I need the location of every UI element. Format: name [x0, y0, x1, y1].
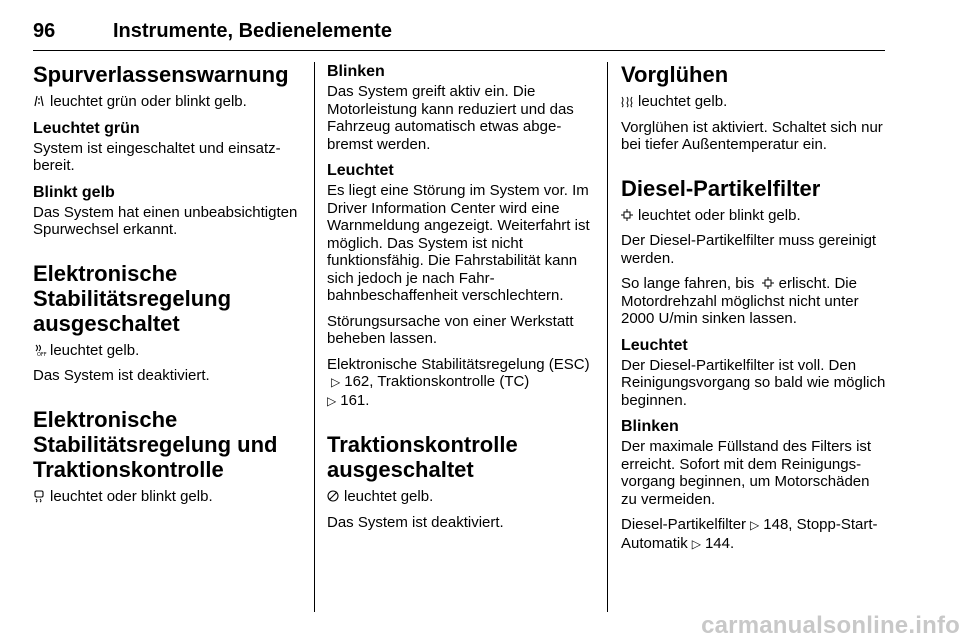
dpf-drive-text-b: erlischt. Die Motordrehzahl möglichst nicht unter 2000 U/min sinken lassen.	[621, 275, 859, 327]
diesel-particulate-filter-icon	[762, 277, 774, 289]
glow-indicator-text: leuchtet gelb.	[638, 93, 728, 110]
tc-off-indicator-line	[327, 488, 593, 506]
tc-off-icon	[327, 490, 339, 502]
heading-lit: Leuchtet	[327, 162, 394, 179]
heading-dpf-lit: Leuchtet	[621, 336, 688, 354]
esc-tc-indicator-line	[33, 488, 301, 506]
lane-indicator-line	[33, 93, 301, 111]
esc-tc-indicator-text: leuchtet oder blinkt gelb.	[50, 487, 213, 505]
section-title-glow: Vorglühen	[621, 62, 729, 87]
reference-arrow-icon: ▷	[331, 375, 341, 389]
text-lit-green: System ist eingeschaltet und einsatzbereit.	[33, 139, 281, 174]
column-left	[33, 62, 301, 513]
heading-blink-yellow: Blinkt gelb	[33, 183, 115, 201]
reference-arrow-icon: ▷	[750, 518, 760, 532]
text-lit: Es liegt eine Störung im System vor. Im Driver Information Center wird eine Warnmeldung angezeigt. Weiterfahrt ist möglich. Das System ist nicht funktionsfähig. Die Fahrstabilität kann sich jedoch je nach Fahrbahnbeschaffenheit verschlechtern.	[327, 182, 590, 304]
reference-page-1[interactable]: 148, Stopp-Start-Automatik	[621, 516, 878, 552]
tc-off-indicator-text: leuchtet gelb.	[344, 488, 434, 505]
text-dpf-lit: Der Diesel-Partikelfilter ist voll. Den Reinigungsvorgang so bald wie möglich beginnen.	[621, 356, 886, 409]
reference-prefix: Elektronische Stabilitätsregelung (ESC)	[327, 355, 590, 373]
dpf-reference	[621, 516, 887, 553]
glow-plug-icon	[621, 95, 633, 107]
glow-indicator-line	[621, 93, 887, 111]
section-title-lane-departure: Spurverlassenswarnung	[33, 62, 289, 87]
tc-off-text: Das System ist deaktiviert.	[327, 513, 504, 531]
esc-icon	[33, 490, 45, 502]
text-blink: Das System greift aktiv ein. Die Motorleistung kann reduziert und das Fahrzeug automatisch etwas abgebremst werden.	[327, 83, 574, 153]
reference-page-2[interactable]: 144.	[704, 534, 735, 552]
dpf-drive-text	[621, 275, 887, 328]
reference-arrow-icon: ▷	[691, 536, 701, 551]
diesel-particulate-filter-icon	[621, 209, 633, 221]
chapter-title: Instrumente, Bedienelemente	[113, 20, 392, 42]
text-blink-yellow: Das System hat einen unbeabsichtigten Spurwechsel erkannt.	[33, 203, 298, 238]
svg-text:OFF: OFF	[37, 351, 47, 358]
lane-departure-icon	[33, 95, 45, 107]
page-number: 96	[33, 20, 56, 42]
page-header	[33, 18, 885, 51]
section-title-esc-off: Elektronische Stabilitätsregelung ausgeschaltet	[33, 260, 232, 336]
reference-arrow-icon: ▷	[327, 393, 337, 408]
heading-blink: Blinken	[327, 63, 385, 80]
esc-off-indicator-line	[33, 342, 301, 360]
text-cause: Störungsursache von einer Werkstatt beheben lassen.	[327, 312, 574, 347]
dpf-clean-text: Der Diesel-Partikelfilter muss gereinigt werden.	[621, 232, 877, 267]
column-divider	[607, 62, 608, 612]
esc-off-text: Das System ist deaktiviert.	[33, 367, 210, 384]
esc-tc-reference	[327, 356, 593, 411]
heading-dpf-blink: Blinken	[621, 418, 679, 435]
heading-lit-green: Leuchtet grün	[33, 119, 140, 137]
column-middle	[327, 62, 593, 539]
lane-indicator-text: leuchtet grün oder blinkt gelb.	[50, 93, 247, 110]
text-dpf-blink: Der maximale Füllstand des Filters ist erreicht. Sofort mit dem Reinigungsvorgang beginnen, um Motorschäden zu vermeiden.	[621, 438, 872, 508]
esc-off-indicator-text: leuchtet gelb.	[50, 341, 140, 359]
section-title-tc-off: Traktionskontrolle ausgeschaltet	[327, 432, 518, 482]
reference-page-1[interactable]: 162, Traktionskontrolle (TC)	[344, 373, 530, 390]
column-right	[621, 62, 887, 561]
dpf-drive-text-a: So lange fahren, bis	[621, 275, 755, 292]
section-title-esc-tc: Elektronische Stabilitätsregelung und Traktionskontrolle	[33, 406, 278, 482]
reference-page-2[interactable]: 161.	[340, 391, 370, 409]
glow-text: Vorglühen ist aktiviert. Schaltet sich nur bei tiefer Außentemperatur ein.	[621, 118, 883, 153]
section-title-dpf: Diesel-Partikelfilter	[621, 175, 821, 201]
esc-off-icon	[33, 344, 45, 356]
dpf-indicator-line	[621, 207, 887, 225]
column-divider	[314, 62, 315, 612]
reference-prefix: Diesel-Partikelfilter	[621, 516, 747, 533]
watermark: carmanualsonline.info	[701, 612, 960, 639]
dpf-indicator-text: leuchtet oder blinkt gelb.	[638, 206, 801, 224]
